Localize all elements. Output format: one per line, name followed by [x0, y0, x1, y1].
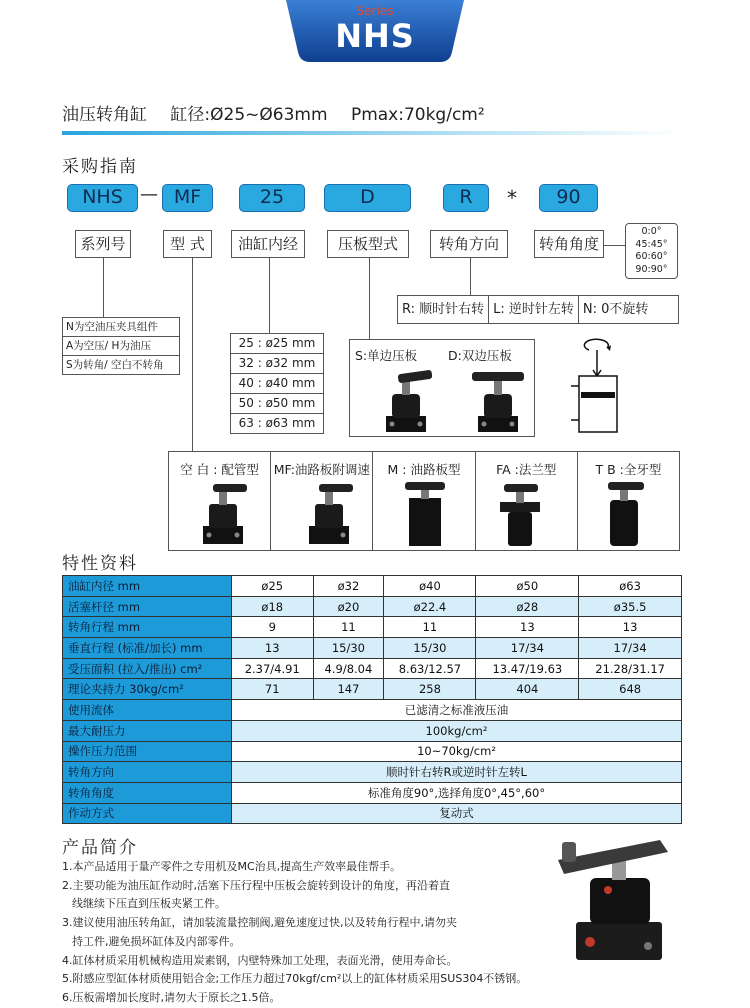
cylinder-schematic-icon	[567, 336, 637, 436]
mounting-type-pipe	[169, 452, 271, 550]
table-cell: 复动式	[232, 803, 682, 824]
label-series: 系列号	[75, 230, 131, 258]
connector-bore	[269, 258, 270, 333]
series-option: S为转角/ 空白不转角	[62, 355, 180, 375]
table-cell: 2.37/4.91	[232, 658, 314, 679]
table-row	[63, 617, 682, 638]
max-pressure: Pmax:70kg/cm²	[350, 105, 485, 125]
mounting-type-label: 空 白 : 配管型	[180, 462, 259, 477]
table-cell: 顺时针右转R或逆时针左转L	[232, 762, 682, 783]
bore-range: 缸径:Ø25~Ø63mm	[170, 105, 328, 125]
mounting-type-tb	[578, 452, 679, 550]
table-cell: 21.28/31.17	[579, 658, 682, 679]
table-cell: ø32	[313, 576, 384, 597]
series-title: NHS	[335, 17, 415, 55]
table-cell: 648	[579, 679, 682, 700]
mounting-type-m	[373, 452, 475, 550]
label-direction: 转角方向	[430, 230, 508, 258]
thread-type-icon	[594, 482, 654, 548]
table-cell: ø50	[476, 576, 579, 597]
table-row	[63, 638, 682, 659]
mounting-type-fa	[476, 452, 578, 550]
table-cell: 258	[384, 679, 476, 700]
table-cell: ø35.5	[579, 596, 682, 617]
mounting-type-label: FA :法兰型	[496, 462, 557, 477]
table-row	[63, 762, 682, 783]
row-label: 转角方向	[63, 762, 232, 783]
table-cell: 10~70kg/cm²	[232, 741, 682, 762]
row-label: 操作压力范围	[63, 741, 232, 762]
table-row	[63, 679, 682, 700]
table-cell: 13	[476, 617, 579, 638]
table-row	[63, 576, 682, 597]
m-type-icon	[395, 482, 455, 548]
table-row	[63, 700, 682, 721]
code-type: MF	[162, 184, 213, 212]
row-label: 理论夹持力 30kg/cm²	[63, 679, 232, 700]
code-direction: R	[443, 184, 489, 212]
connector-clamp	[369, 258, 370, 339]
intro-line: 2.主要功能为油压缸作动时,活塞下压行程中压板会旋转到设计的角度，再沿着直	[62, 878, 450, 892]
row-label: 转角角度	[63, 782, 232, 803]
row-label: 转角行程 mm	[63, 617, 232, 638]
intro-list	[62, 858, 532, 1008]
angle-option: 90:90°	[635, 263, 668, 275]
table-cell: 已滤清之标准液压油	[232, 700, 682, 721]
table-cell: 17/34	[579, 638, 682, 659]
series-header	[286, 0, 464, 62]
table-cell: 13	[232, 638, 314, 659]
product-photo	[548, 834, 682, 964]
table-cell: 13.47/19.63	[476, 658, 579, 679]
row-label: 最大耐压力	[63, 720, 232, 741]
pipe-type-icon	[193, 482, 253, 548]
mounting-types	[168, 451, 680, 551]
direction-option: R: 顺时针右转	[398, 296, 489, 323]
code-series: NHS	[67, 184, 138, 212]
code-angle: 90	[539, 184, 598, 212]
intro-line: 3.建议使用油压转角缸，请加装流量控制阀,避免速度过快,以及转角行程中,请勿夹	[62, 916, 457, 930]
intro-title: 产品简介	[62, 838, 138, 858]
single-clamp-icon	[378, 366, 438, 434]
connector-series	[103, 258, 104, 317]
table-cell: 71	[232, 679, 314, 700]
clamp-options	[349, 339, 535, 437]
bore-options	[230, 333, 324, 433]
table-row	[63, 720, 682, 741]
table-row	[63, 803, 682, 824]
spec-table	[62, 575, 682, 824]
label-bore: 油缸内经	[231, 230, 305, 258]
table-cell: 11	[313, 617, 384, 638]
table-cell: ø22.4	[384, 596, 476, 617]
clamp-single-label: S:单边压板	[355, 348, 418, 363]
code-bore: 25	[239, 184, 305, 212]
row-label: 受压面积 (拉入/推出) cm²	[63, 658, 232, 679]
row-label: 活塞杆径 mm	[63, 596, 232, 617]
direction-option: N: 0不旋转	[582, 302, 649, 317]
table-cell: 147	[313, 679, 384, 700]
table-cell: 100kg/cm²	[232, 720, 682, 741]
label-clamp: 压板型式	[327, 230, 409, 258]
table-cell: 15/30	[313, 638, 384, 659]
bore-option: 40 : ø40 mm	[230, 373, 324, 394]
table-cell: 17/34	[476, 638, 579, 659]
row-label: 作动方式	[63, 803, 232, 824]
mounting-type-label: T B :全牙型	[595, 462, 662, 477]
table-cell: ø18	[232, 596, 314, 617]
table-cell: 13	[579, 617, 682, 638]
intro-line: 5.附感应型缸体材质使用铝合金;工作压力超过70kgf/cm²以上的缸体材质采用SUS304不锈钢。	[62, 972, 528, 986]
table-cell: 404	[476, 679, 579, 700]
table-cell: 11	[384, 617, 476, 638]
label-angle: 转角角度	[534, 230, 604, 258]
label-type: 型 式	[163, 230, 212, 258]
connector-angle	[604, 245, 625, 246]
guide-title: 采购指南	[62, 157, 138, 177]
table-cell: ø40	[384, 576, 476, 597]
bore-option: 25 : ø25 mm	[230, 333, 324, 354]
bore-option: 50 : ø50 mm	[230, 393, 324, 414]
code-dash: —	[140, 184, 158, 205]
angle-option: 0:0°	[641, 226, 662, 237]
mf-type-icon	[299, 482, 359, 548]
bore-option: 32 : ø32 mm	[230, 353, 324, 374]
series-option: N为空油压夹具组件	[62, 317, 180, 337]
angle-options	[625, 223, 678, 279]
connector-type	[192, 258, 193, 451]
table-row	[63, 782, 682, 803]
series-options	[62, 317, 180, 374]
table-cell: 标准角度90°,选择角度0°,45°,60°	[232, 782, 682, 803]
angle-option: 45:45°	[635, 238, 668, 250]
subtitle-divider	[62, 131, 680, 135]
spec-title: 特性资料	[62, 554, 138, 574]
intro-line: 1.本产品适用于量产零件之专用机及MC治具,提高生产效率最佳帮手。	[62, 860, 402, 873]
flange-type-icon	[490, 482, 550, 548]
intro-line: 6.压板需增加长度时,请勿大于原长之1.5倍。	[62, 990, 281, 1004]
angle-option: 60:60°	[635, 251, 668, 262]
product-name: 油压转角缸	[62, 105, 147, 125]
series-label: Series	[356, 4, 394, 18]
code-star: *	[507, 186, 517, 210]
double-clamp-icon	[468, 366, 528, 434]
intro-line: 持工件,避免损坏缸体及内部零件。	[72, 934, 241, 948]
intro-line: 4.缸体材质采用机械构造用炭素钢，内壁特殊加工处理，表面光滑，使用寿命长。	[62, 953, 458, 967]
row-label: 油缸内径 mm	[63, 576, 232, 597]
table-cell: ø28	[476, 596, 579, 617]
table-row	[63, 596, 682, 617]
clamp-double-label: D:双边压板	[448, 348, 512, 363]
intro-line: 线继续下压直到压板夹紧工件。	[72, 897, 226, 911]
mounting-type-mf	[271, 452, 373, 550]
bore-option: 63 : ø63 mm	[230, 413, 324, 434]
table-cell: 8.63/12.57	[384, 658, 476, 679]
table-cell: 15/30	[384, 638, 476, 659]
row-label: 垂直行程 (标准/加长) mm	[63, 638, 232, 659]
direction-option: L: 逆时针左转	[489, 296, 579, 323]
table-row	[63, 658, 682, 679]
connector-direction	[470, 258, 471, 295]
row-label: 使用流体	[63, 700, 232, 721]
product-subtitle	[62, 100, 503, 125]
table-cell: ø25	[232, 576, 314, 597]
table-cell: ø20	[313, 596, 384, 617]
mounting-type-label: M : 油路板型	[387, 462, 461, 477]
mounting-type-label: MF:油路板附调速	[273, 462, 370, 477]
table-cell: 9	[232, 617, 314, 638]
table-cell: ø63	[579, 576, 682, 597]
table-cell: 4.9/8.04	[313, 658, 384, 679]
code-clamp: D	[324, 184, 411, 212]
direction-options	[397, 295, 679, 324]
table-row	[63, 741, 682, 762]
series-option: A为空压/ H为油压	[62, 336, 180, 356]
